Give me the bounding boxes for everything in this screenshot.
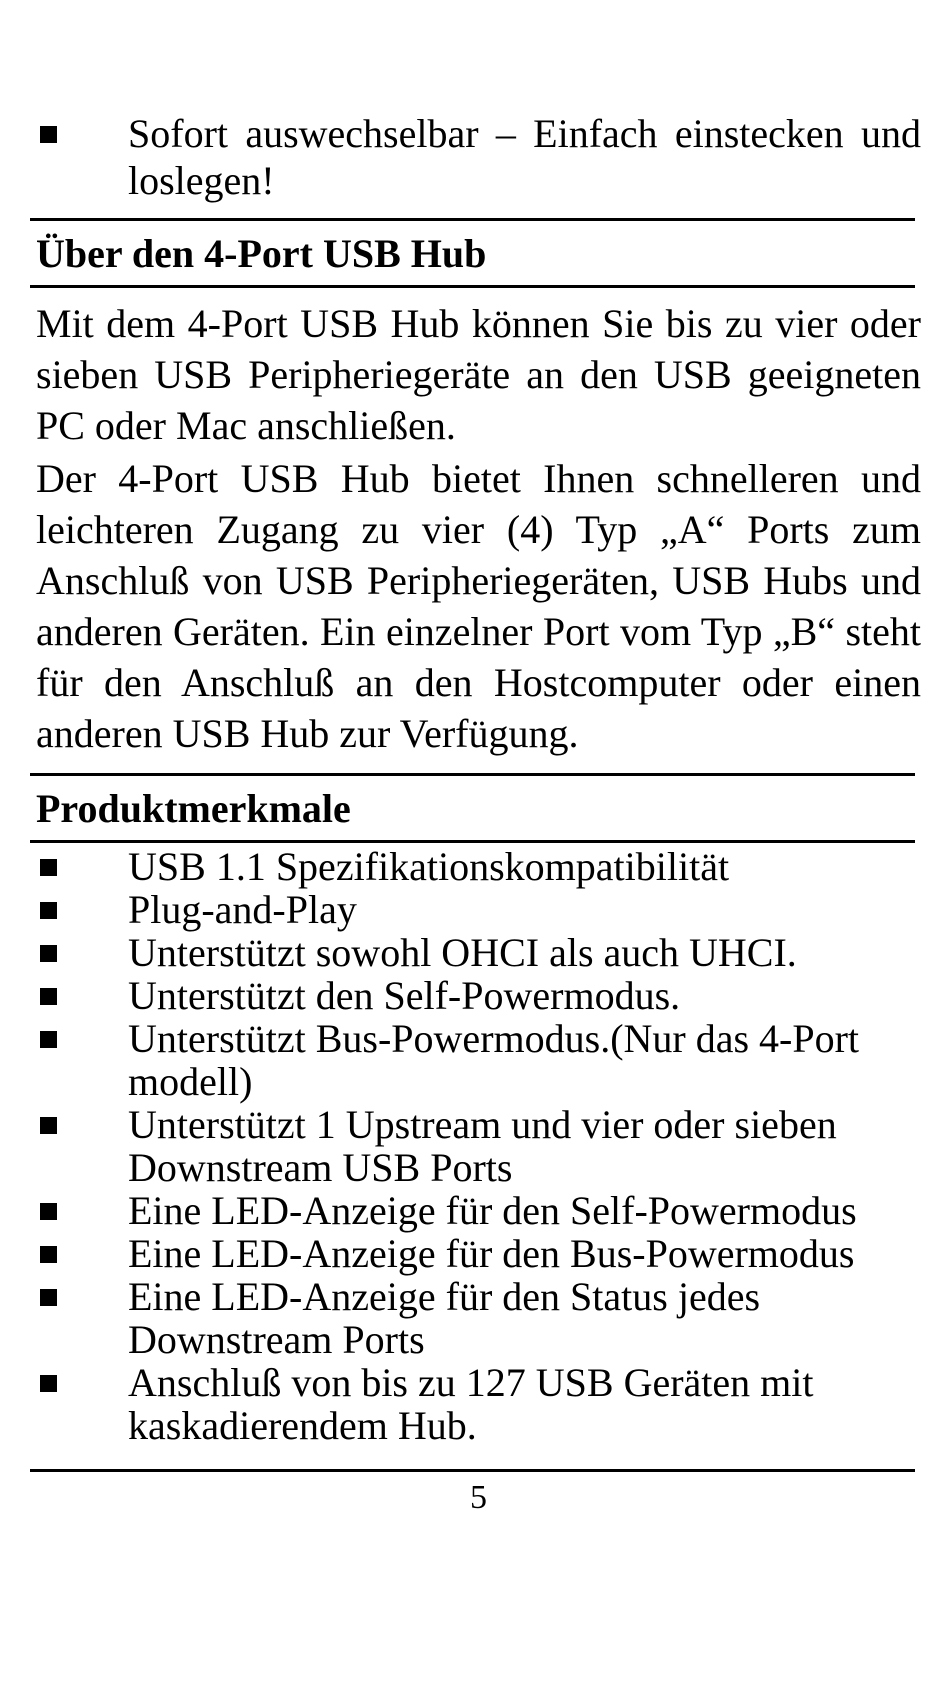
feature-list <box>36 843 921 1469</box>
bullet-square-icon <box>36 1275 128 1318</box>
about-paragraph: Der 4-Port USB Hub bietet Ihnen schnelleren und leichteren Zugang zu vier (4) Typ „A“ Ports zum Anschluß von USB Peripheriegeräten, USB Hubs und anderen Geräten. Ein einzelner Port vom Typ „B“ steht für den Anschluß an den Hostcomputer oder einen anderen USB Hub zur Verfügung. <box>36 456 921 756</box>
about-paragraph: Mit dem 4-Port USB Hub können Sie bis zu vier oder sieben USB Peripheriegeräte an den USB geeigneten PC oder Mac anschließen. <box>36 301 921 448</box>
list-item-text: Anschluß von bis zu 127 USB Geräten mit kaskadierendem Hub. <box>128 1360 814 1448</box>
list-item <box>36 1361 921 1447</box>
list-item-text: Unterstützt 1 Upstream und vier oder sieben Downstream USB Ports <box>128 1102 837 1190</box>
list-item-text: Eine LED-Anzeige für den Bus-Powermodus <box>128 1231 855 1276</box>
bullet-square-icon <box>36 1189 128 1232</box>
list-item <box>36 1189 921 1232</box>
list-item <box>36 888 921 931</box>
section-heading-about: Über den 4-Port USB Hub <box>36 231 487 276</box>
bullet-square-icon <box>36 1017 128 1060</box>
list-item-text: Unterstützt sowohl OHCI als auch UHCI. <box>128 930 797 975</box>
bullet-square-icon <box>36 1232 128 1275</box>
bullet-square-icon <box>36 110 128 150</box>
list-item <box>36 974 921 1017</box>
bullet-square-icon <box>36 1103 128 1146</box>
list-item-text: Eine LED-Anzeige für den Status jedes Downstream Ports <box>128 1274 761 1362</box>
list-item <box>36 931 921 974</box>
list-item-text: Unterstützt den Self-Powermodus. <box>128 973 681 1018</box>
bullet-square-icon <box>36 974 128 1017</box>
list-item-text: Unterstützt Bus-Powermodus.(Nur das 4-Port modell) <box>128 1016 860 1104</box>
bullet-square-icon <box>36 931 128 974</box>
list-item-text: Eine LED-Anzeige für den Self-Powermodus <box>128 1188 857 1233</box>
bullet-square-icon <box>36 845 128 888</box>
list-item-text: Plug-and-Play <box>128 887 357 932</box>
bullet-square-icon <box>36 1361 128 1404</box>
list-item-text: USB 1.1 Spezifikationskompatibilität <box>128 844 730 889</box>
intro-bullet-text: Sofort auswechselbar – Einfach einstecken und loslegen! <box>128 111 921 203</box>
list-item <box>36 845 921 888</box>
list-item <box>36 1103 921 1189</box>
list-item <box>36 1232 921 1275</box>
list-item <box>36 1275 921 1361</box>
page-number: 5 <box>470 1479 487 1516</box>
about-section-body <box>36 288 921 773</box>
section-heading-features: Produktmerkmale <box>36 786 351 831</box>
list-item <box>36 1017 921 1103</box>
intro-bullet <box>36 110 921 204</box>
document-page <box>36 110 921 1518</box>
bullet-square-icon <box>36 888 128 931</box>
